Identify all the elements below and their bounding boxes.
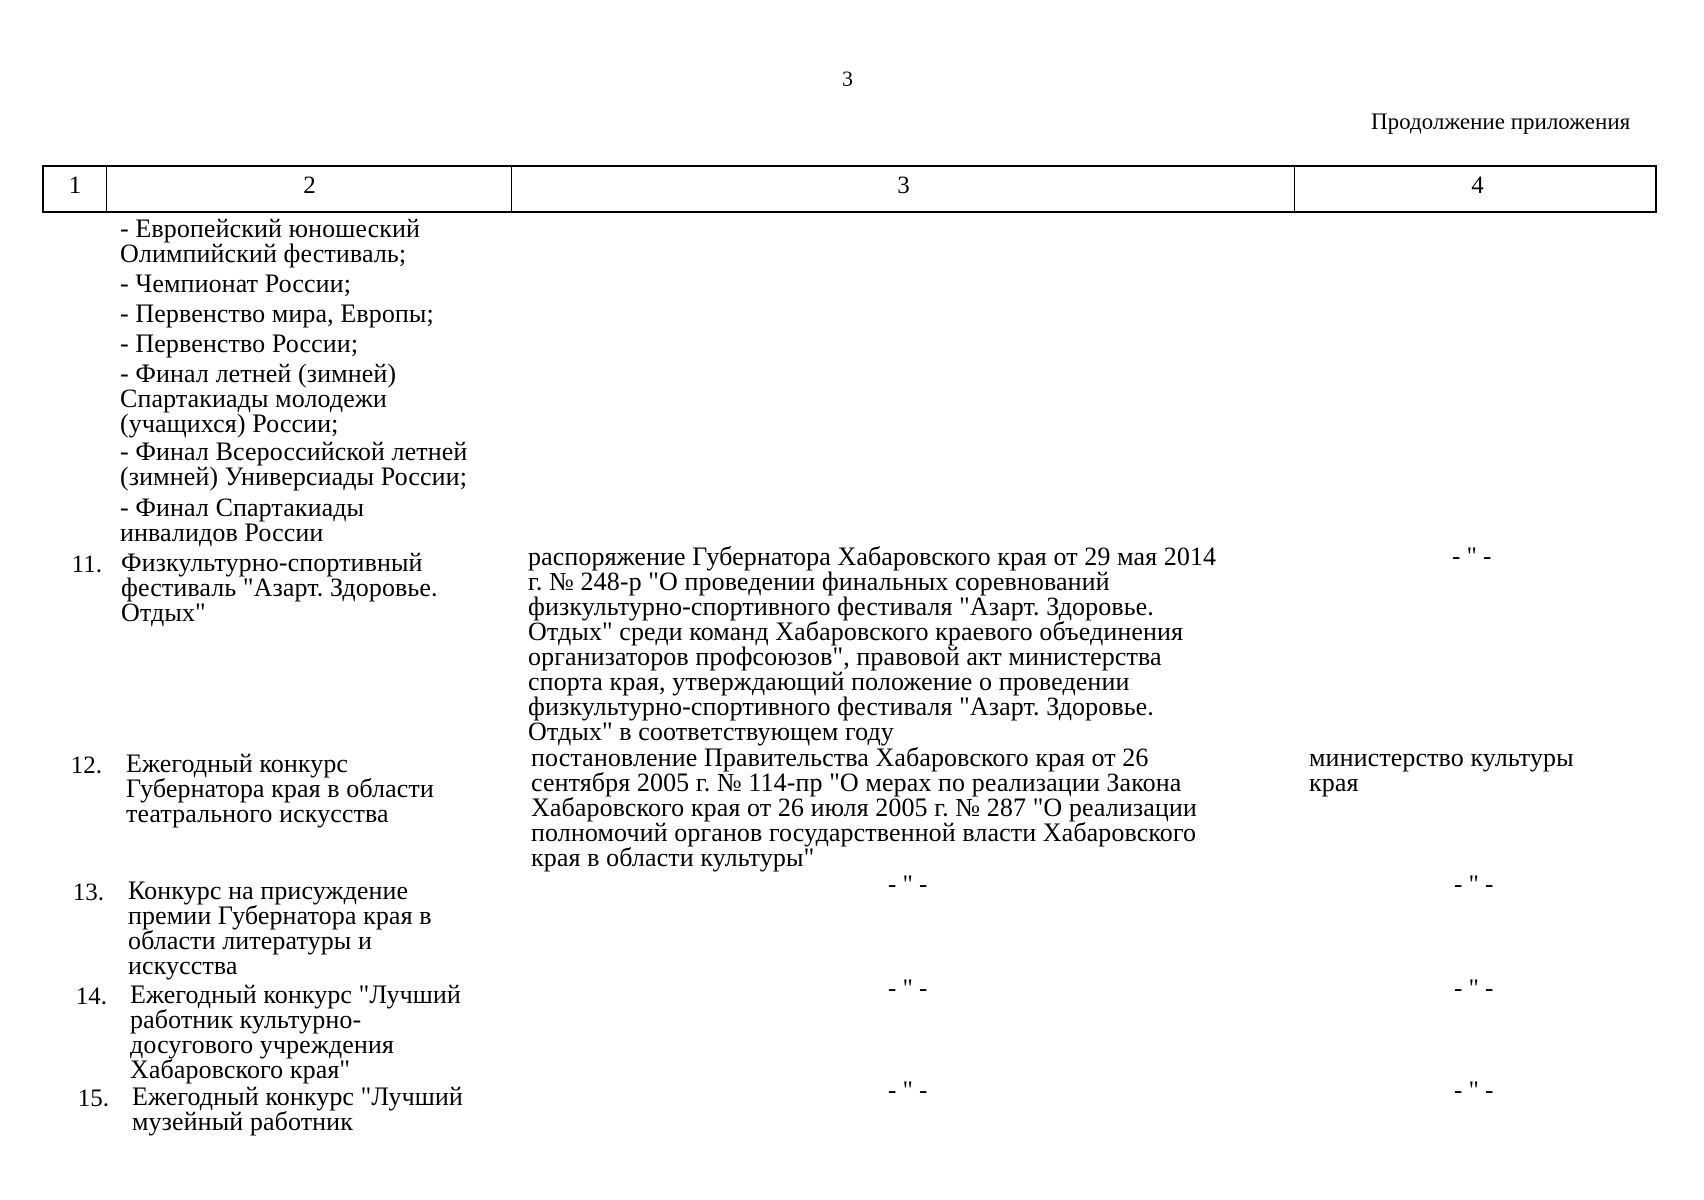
row-basis: распоряжение Губернатора Хабаровского края от 29 мая 2014 г. № 248-р "О проведении финальных соревнований физкультурно-спортивного фестиваля "Азарт. Здоровье. Отдых" среди команд Хабаровского краевого объединения организаторов профсоюзов", правовой акт министерства спорта края, утверждающий положение о проведении физкультурно-спортивного фестиваля "Азарт. Здоровье. Отдых" в соответствующем году <box>528 542 1217 746</box>
header-col-3: 3 <box>511 167 1295 211</box>
row-authority: - " - <box>1452 543 1492 570</box>
row-authority: - " - <box>1454 975 1494 1002</box>
bullet-item: - Первенство России; <box>120 329 359 358</box>
bullet-item: - Финал Всероссийской летней (зимней) Универсиады России; <box>120 437 468 491</box>
row-name: Ежегодный конкурс "Лучший работник культурно- досугового учреждения Хабаровского края" <box>130 980 461 1084</box>
row-number: 14. <box>75 983 107 1010</box>
header-col-2: 2 <box>106 167 512 211</box>
row-name: Конкурс на присуждение премии Губернатора края в области литературы и искусства <box>128 876 432 980</box>
row-basis: - " - <box>888 871 928 898</box>
row-number: 12. <box>70 752 102 779</box>
row-number: 15. <box>77 1085 109 1112</box>
header-col-4: 4 <box>1294 167 1660 211</box>
continuation-label: Продолжение приложения <box>1371 109 1631 134</box>
page-number: 3 <box>842 66 853 91</box>
table-header <box>42 165 1657 213</box>
row-basis: - " - <box>888 1077 928 1104</box>
row-authority: - " - <box>1454 1077 1494 1104</box>
row-authority: министерство культуры края <box>1309 743 1574 797</box>
row-number: 11. <box>71 551 102 578</box>
header-col-1: 1 <box>68 172 82 199</box>
row-name: Физкультурно-спортивный фестиваль "Азарт. Здоровье. Отдых" <box>121 548 438 627</box>
bullet-item: - Финал летней (зимней) Спартакиады молодежи (учащихся) России; <box>120 359 397 438</box>
bullet-item: - Первенство мира, Европы; <box>120 299 434 328</box>
row-basis: - " - <box>888 975 928 1002</box>
row-authority: - " - <box>1454 871 1494 898</box>
row-name: Ежегодный конкурс Губернатора края в области театрального искусства <box>126 749 434 828</box>
bullet-item: - Европейский юношеский Олимпийский фестиваль; <box>120 214 421 268</box>
row-basis: постановление Правительства Хабаровского края от 26 сентября 2005 г. № 114-пр "О мерах по реализации Закона Хабаровского края от 26 июля 2005 г. № 287 "О реализации полномочий органов государственной власти Хабаровского края в области культуры" <box>531 743 1197 872</box>
bullet-item: - Чемпионат России; <box>120 269 352 298</box>
bullet-item: - Финал Спартакиады инвалидов России <box>120 493 365 547</box>
row-name: Ежегодный конкурс "Лучший музейный работник <box>132 1082 463 1136</box>
row-number: 13. <box>72 879 104 906</box>
